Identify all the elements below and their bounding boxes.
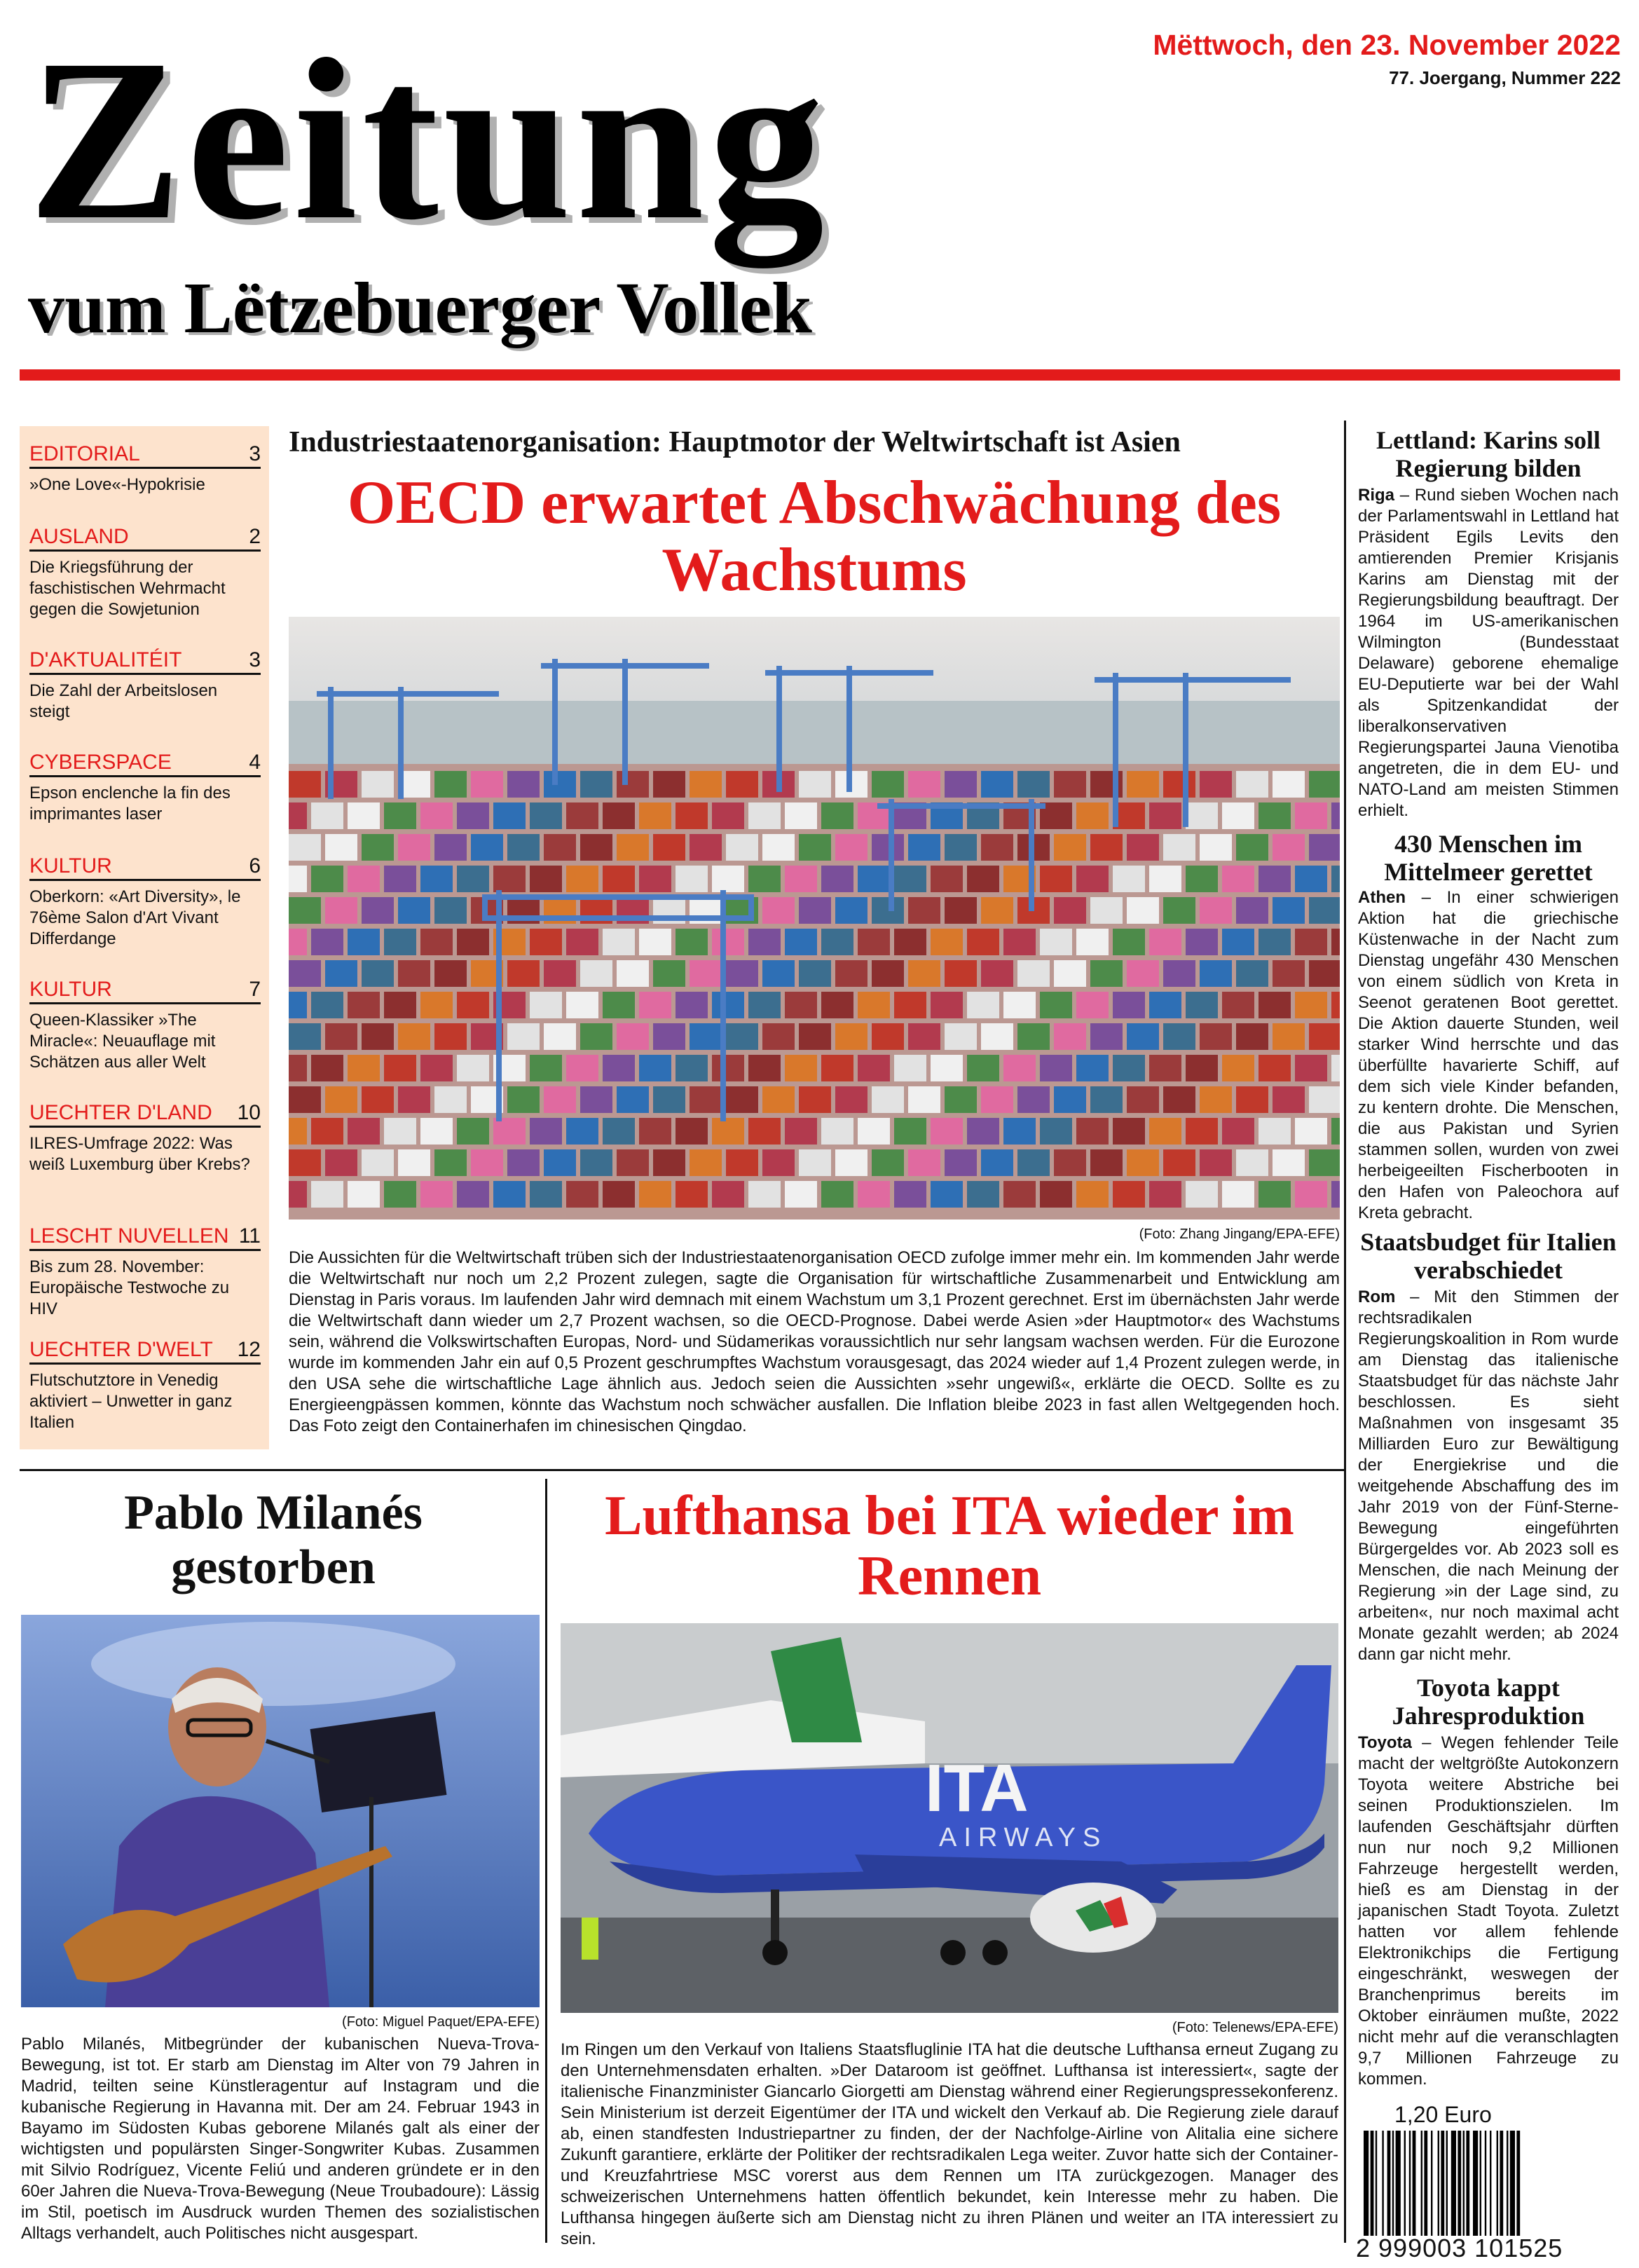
price: 1,20 Euro	[1394, 2102, 1492, 2127]
index-page: 7	[249, 978, 261, 1001]
section-rule	[20, 1469, 1344, 1471]
brief-dateline: Athen	[1358, 888, 1406, 907]
lead-body: Die Aussichten für die Weltwirtschaft trüben sich der Industriestaatenorganisation OECD zufolge immer mehr ein. Im kommenden Jahr werde die Weltwirtschaft nur noch um 2,2 Prozent zulegen, sagte die Organisation für wirtschaftliche Zusammenarbeit und Entwicklung am Dienstag in Paris voraus. Im laufenden Jahr wird demnach mit einem Wachstum um 3,1 Prozent gerechnet. Erst im übernächsten Jahr werde die Weltwirtschaft dann wieder um 2,7 Prozent wachsen, so die OECD-Prognose. Dabei werde Asien »der Hauptmotor« des Wachstums sein, während die Volkswirtschaften Europas, Nord- und Südamerikas voraussichtlich nur sehr langsam wachsen werden. Für die Eurozone wurde im kommenden Jahr ein auf 0,5 Prozent geschrumpftes Wachstum vorausgesagt, das 2024 wieder auf 1,4 Prozent zulegen werde, in den USA sehe die wirtschaftliche Lage ähnlich aus. Jedoch seien die Aussichten »sehr ungewiß«, erklärte die OECD. Sollte es zu Energieengpässen kommen, könnte das Wachstum noch schwächer ausfallen. Die Inflation bleibe 2023 in fast allen Weltgegenden hoch. Das Foto zeigt den Containerhafen im chinesischen Qingdao.	[289, 1248, 1340, 1435]
brief-text: – Mit den Stimmen der rechtsradikalen Regierungskoalition in Rom wurde am Dienstag das italienische Staatsbudget für das nächste Jahr beschlossen. Es sieht Maßnahmen von insgesamt 35 Milliarden Euro zur Bewältigung der Energiekrise und die weitgehende Abschaffung des im Jahr 2019 von der Fünf-Sterne-Bewegung eingeführten Bürgergeldes vor. Ab 2023 soll es Menschen, die nach Meinung der Regierung »in der Lage sind, zu arbeiten«, nur noch maximal acht Monate gezahlt werden; ab 2024 dann gar nicht mehr.	[1358, 1287, 1619, 1664]
barcode-number: 2 999003 101525	[1356, 2234, 1563, 2262]
brief-dateline: Rom	[1358, 1287, 1396, 1306]
brief-body	[1358, 887, 1619, 1224]
index-teaser: Epson enclenche la fin des imprimantes laser	[29, 784, 231, 824]
brief-headline[interactable]: Lettland: Karins soll Regierung bilden	[1376, 426, 1601, 482]
milanes-photo-caption: (Foto: Miguel Paquet/EPA-EFE)	[342, 2014, 540, 2030]
index-page: 3	[249, 442, 261, 465]
lead-headline[interactable]: OECD erwartet Abschwächung des Wachstums	[347, 469, 1282, 604]
index-section: EDITORIAL	[29, 442, 140, 465]
index-section: AUSLAND	[29, 525, 129, 548]
brief-body	[1358, 485, 1619, 821]
masthead-subtitle: vum Lëtzebuerger Vollek	[28, 268, 812, 348]
brief-headline[interactable]: 430 Menschen im Mittelmeer gerettet	[1384, 830, 1593, 886]
index-page: 2	[249, 525, 261, 548]
brief-text: – Wegen fehlender Teile macht der weltgrößte Autokonzern Toyota weitere Abstriche bei seinen Produktionszielen. Im laufenden Geschäftsjahr dürften nun nur noch 9,2 Millionen Fahrzeuge hergestellt werden, hieß es am Dienstag in der japanischen Stadt Toyota. Zuletzt hatten vor allem fehlende Elektronikchips die Fertigung eingeschränkt, weswegen der Branchenprimus bereits im Oktober einräumen mußte, 2022 nicht mehr auf die veranschlagten 9,7 Millionen Fahrzeuge zu kommen.	[1358, 1733, 1619, 2089]
milanes-body: Pablo Milanés, Mitbegründer der kubanischen Nueva-Trova-Bewegung, ist tot. Er starb am Dienstag im Alter von 79 Jahren in Madrid, teilten seine Künstleragentur auf Instagram und die kubanische Regierung in Havanna mit. Der am 24. Februar 1943 in Bayamo im Südosten Kubas geborene Milanés galt als einer der wichtigsten und populärsten Singer-Songwriter Kubas. Zusammen mit Silvio Rodríguez, Vicente Feliú und anderen gründete er in den 60er Jahren die Nueva-Trova-Bewegung (Neue Troubadoure): Lässig im Stil, poetisch im Ausdruck wurden Themen des sozialistischen Alltags verhandelt, auch Politisches nicht ausgespart.	[21, 2035, 540, 2243]
lufthansa-body: Im Ringen um den Verkauf von Italiens Staatsfluglinie ITA hat die deutsche Lufthansa erneut Zugang zu den Unternehmensdaten erhalten. »Der Dataroom ist geöffnet. Lufthansa ist interessiert«, sagte der italienische Finanzminister Giancarlo Giorgetti am Dienstag während einer Regierungspressekonferenz. Sein Ministerium ist derzeit Eigentümer der ITA und wickelt den Verkauf ab. Die Regierung ziele darauf ab, einen standfesten Industriepartner zu finden, der der Nachfolge-Airline von Alitalia eine sichere Zukunft garantiere, erklärte der Politiker der rechtsradikalen Lega weiter. Zuvor hatte sich der Container- und Kreuzfahrtriese MSC vorerst aus dem Rennen um ITA zurückgezogen. Manager des schweizerischen Unternehmens hatten öffentlich bekundet, kein Interesse mehr zu haben. Die Lufthansa hingegen äußerte sich am Dienstag nicht zu ihren Plänen und weiter an ITA interessiert zu sein.	[561, 2040, 1338, 2248]
index-teaser: Die Zahl der Arbeitslosen steigt	[29, 681, 218, 721]
column-rule	[545, 1479, 547, 2243]
index-page: 12	[237, 1338, 261, 1361]
index-item[interactable]	[29, 442, 261, 496]
index-section: CYBERSPACE	[29, 751, 172, 774]
index-page: 3	[249, 648, 261, 671]
lufthansa-headline[interactable]: Lufthansa bei ITA wieder im Rennen	[605, 1485, 1294, 1607]
index-section: LESCHT NUVELLEN	[29, 1224, 229, 1248]
masthead-rule	[20, 369, 1620, 381]
lead-kicker: Industriestaatenorganisation: Hauptmotor der Weltwirtschaft ist Asien	[289, 426, 1181, 458]
plane-livery-airways: AIRWAYS	[939, 1823, 1108, 1852]
index-page: 11	[238, 1224, 261, 1248]
lufthansa-photo-caption: (Foto: Telenews/EPA-EFE)	[1172, 2020, 1338, 2035]
index-item[interactable]	[29, 524, 261, 620]
index-item[interactable]	[29, 1224, 261, 1320]
plane-livery-ita: ITA	[925, 1751, 1029, 1826]
index-page: 4	[249, 751, 261, 774]
index-sidebar	[20, 426, 269, 1449]
milanes-headline[interactable]: Pablo Milanés gestorben	[124, 1486, 423, 1594]
issue-date: Mëttwoch, den 23. November 2022	[1153, 29, 1621, 61]
brief-text: – Rund sieben Wochen nach der Parlamentswahl in Lettland hat Präsident Egils Levits den amtierenden Premier Krisjanis Karins am Dienstag mit der Regierungsbildung beauftragt. Der 1964 im US-amerikanischen Wilmington (Bundesstaat Delaware) geborene ehemalige EU-Deputierte war bei der Wahl als Spitzenkandidat der liberalkonservativen Regierungspartei Jauna Vienotiba angetreten, die in dem EU- und NATO-Land am meisten Stimmen erhielt.	[1358, 486, 1619, 820]
brief-dateline: Riga	[1358, 486, 1395, 505]
ita-plane-image	[561, 1623, 1338, 2013]
milanes-image	[21, 1615, 540, 2007]
index-item[interactable]	[29, 750, 261, 825]
index-teaser: Queen-Klassiker »The Miracle«: Neuauflage mit Schätzen aus aller Welt	[29, 1011, 216, 1072]
index-item[interactable]	[29, 1337, 261, 1433]
brief-text: – In einer schwierigen Aktion hat die griechische Küstenwache in der Nacht zum Dienstag ungefähr 430 Menschen von einem südlich von Kreta in Seenot geratenen Boot gerettet. Die Aktion dauerte Stunden, weil starker Wind herrschte und das überfüllte havarierte Schiff, auf dem sich viele Kinder befanden, zu kentern drohte. Die Menschen, die aus Pakistan und Syrien stammen sollen, wurden von zwei herbeigeeilten Fischerbooten in den Hafen von Paleochora auf Kreta gebracht.	[1358, 888, 1619, 1222]
index-item[interactable]	[29, 1100, 261, 1175]
index-page: 10	[237, 1101, 261, 1124]
index-item[interactable]	[29, 854, 261, 950]
barcode-icon	[1359, 2131, 1619, 2236]
index-section: UECHTER D'LAND	[29, 1101, 212, 1124]
issue-number: 77. Joergang, Nummer 222	[1389, 67, 1621, 88]
index-section: UECHTER D'WELT	[29, 1338, 213, 1361]
column-rule	[1344, 421, 1346, 2243]
index-teaser: Flutschutztore in Venedig aktiviert – Unwetter in ganz Italien	[29, 1371, 233, 1432]
index-section: D'AKTUALITÉIT	[29, 648, 182, 671]
index-teaser: Bis zum 28. November: Europäische Testwoche zu HIV	[29, 1257, 230, 1318]
container-port-image	[289, 617, 1340, 1220]
brief-body	[1358, 1733, 1619, 2090]
ita-plane-photo	[561, 1623, 1338, 2013]
brief-headline[interactable]: Toyota kappt Jahresproduktion	[1392, 1674, 1585, 1730]
index-item[interactable]	[29, 648, 261, 723]
brief-dateline: Toyota	[1358, 1733, 1412, 1752]
index-teaser: Die Kriegsführung der faschistischen Wehrmacht gegen die Sowjetunion	[29, 558, 226, 619]
masthead-title: Zeitung	[28, 12, 829, 268]
index-teaser: »One Love«-Hypokrisie	[29, 475, 205, 494]
index-section: KULTUR	[29, 978, 112, 1001]
index-page: 6	[249, 854, 261, 877]
index-item[interactable]	[29, 977, 261, 1073]
index-section: KULTUR	[29, 854, 112, 877]
lead-photo-caption: (Foto: Zhang Jingang/EPA-EFE)	[1139, 1227, 1340, 1242]
container-port-photo	[289, 617, 1340, 1220]
index-teaser: Oberkorn: «Art Diversity», le 76ème Salon d'Art Vivant Differdange	[29, 887, 241, 948]
brief-body	[1358, 1287, 1619, 1665]
brief-headline[interactable]: Staatsbudget für Italien verabschiedet	[1360, 1228, 1617, 1284]
milanes-photo	[21, 1615, 540, 2007]
index-teaser: ILRES-Umfrage 2022: Was weiß Luxemburg über Krebs?	[29, 1134, 250, 1174]
